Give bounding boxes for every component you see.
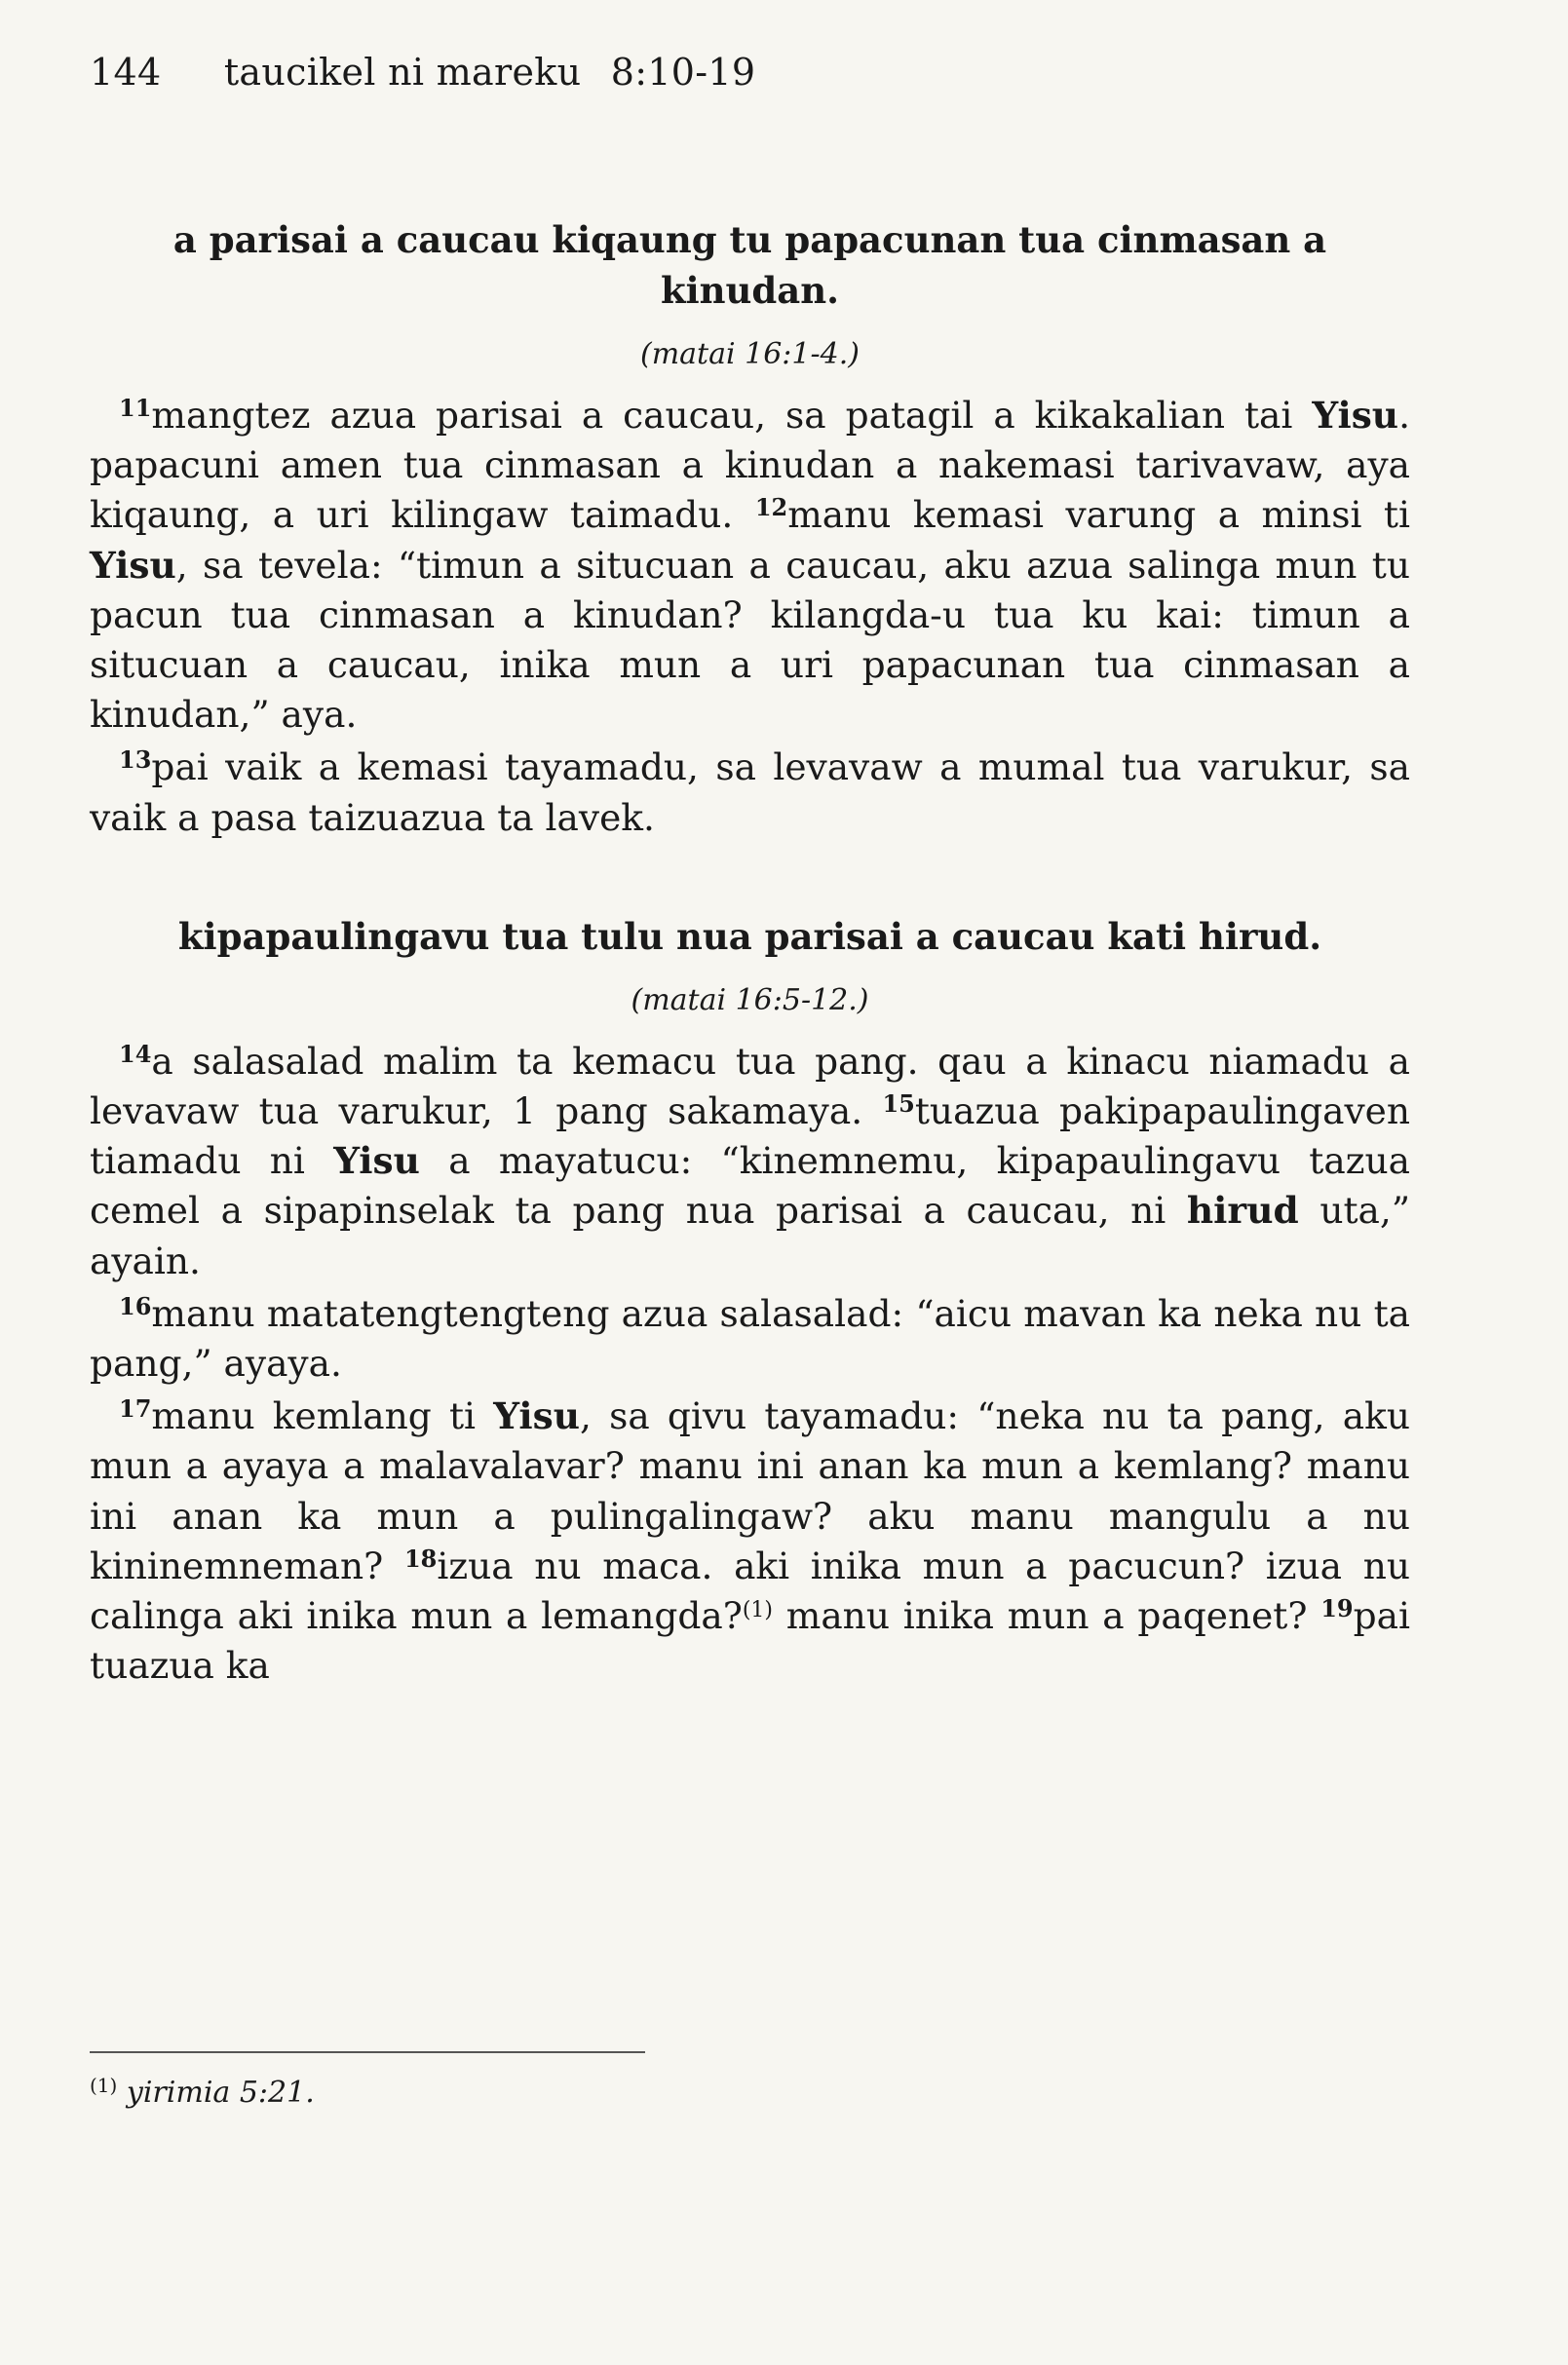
section-heading-2: kipapaulingavu tua tulu nua parisai a caucau kati hirud.: [177, 914, 1322, 958]
verse-paragraph: [90, 743, 1410, 842]
verse-text: , sa qivu tayamadu: “neka nu ta pang, aku mun a ayaya a malavalavar? manu ini anan ka mun a kemlang? manu ini anan ka mun a pulingalingaw? aku manu mangulu a nu kininemneman?: [90, 1394, 1410, 1587]
name-emphasis: Yisu: [1312, 394, 1399, 437]
verse-number: 11: [119, 394, 152, 422]
verse-text: manu matatengtengteng azua salasalad: “aicu mavan ka neka nu ta pang,” ayaya.: [90, 1291, 1410, 1386]
name-emphasis: Yisu: [90, 543, 176, 587]
footnote: [90, 2076, 315, 2110]
verse-number: 14: [119, 1039, 152, 1068]
cross-reference-2: (matai 16:5-12.): [631, 982, 869, 1017]
verse-paragraph: [90, 1289, 1410, 1389]
verse-text: uta,” ayain.: [90, 1189, 1411, 1282]
section-heading-1: a parisai a caucau kiqaung tu papacunan tua cinmasan a kinudan.: [172, 218, 1327, 312]
verse-number: 17: [119, 1394, 152, 1424]
name-emphasis: hirud: [1186, 1189, 1299, 1233]
verse-text: a salasalad malim ta kemacu tua pang. qau a kinacu niamadu a levavaw tua varukur, 1 pang sakamaya.: [90, 1039, 1410, 1133]
verse-text: , sa tevela: “timun a situcuan a caucau, aku azua salinga mun tu pacun tua cinmasan a kinudan? kilangda-u tua ku kai: timun a situcuan a caucau, inika mun a uri papacunan tua cinmasan a kinudan,” aya.: [90, 543, 1410, 737]
verse-number: 12: [754, 493, 788, 522]
verse-number: 15: [882, 1089, 915, 1119]
verse-text: izua nu maca. aki inika mun a pacucun? izua nu calinga aki inika mun a lemangda?: [90, 1544, 1410, 1638]
verse-text: . papacuni amen tua cinmasan a kinudan a nakemasi tarivavaw, aya kiqaung, a uri kilingaw taimadu.: [90, 394, 1410, 537]
name-emphasis: Yisu: [333, 1139, 420, 1183]
footnote-marker[interactable]: (1): [742, 1598, 774, 1623]
verse-text: pai tuazua ka: [90, 1594, 1410, 1688]
verse-text: manu kemlang ti: [151, 1394, 494, 1438]
verse-paragraph: [90, 1037, 1410, 1286]
verse-text: tuazua pakipapaulingaven tiamadu ni: [90, 1089, 1410, 1183]
verse-text: a mayatucu: “kinemnemu, kipapaulingavu tazua cemel a sipapinselak ta pang nua parisai a caucau, ni: [90, 1139, 1410, 1233]
running-header: [90, 51, 755, 94]
verse-text: manu kemasi varung a minsi ti: [787, 493, 1410, 537]
verse-paragraph: [90, 1392, 1410, 1691]
book-title: taucikel ni mareku: [223, 51, 582, 94]
page-content: [90, 214, 1410, 1691]
cross-reference-1: (matai 16:1-4.): [640, 337, 860, 371]
footnote-text: yirimia 5:21.: [126, 2076, 315, 2110]
verse-text: manu inika mun a paqenet?: [773, 1594, 1321, 1638]
footnote-divider: [90, 2051, 645, 2053]
name-emphasis: Yisu: [493, 1394, 580, 1438]
verse-text: mangtez azua parisai a caucau, sa patagil a kikakalian tai: [151, 394, 1313, 437]
verse-paragraph: [90, 391, 1410, 740]
page-number: 144: [90, 51, 162, 94]
footnote-mark: (1): [90, 2074, 118, 2097]
verse-number: 13: [119, 745, 152, 775]
verse-number: 19: [1320, 1594, 1354, 1623]
verse-number: 18: [403, 1544, 438, 1573]
verse-text: pai vaik a kemasi tayamadu, sa levavaw a mumal tua varukur, sa vaik a pasa taizuazua ta lavek.: [90, 745, 1410, 839]
chapter-reference: 8:10-19: [610, 51, 756, 94]
verse-number: 16: [119, 1291, 152, 1320]
